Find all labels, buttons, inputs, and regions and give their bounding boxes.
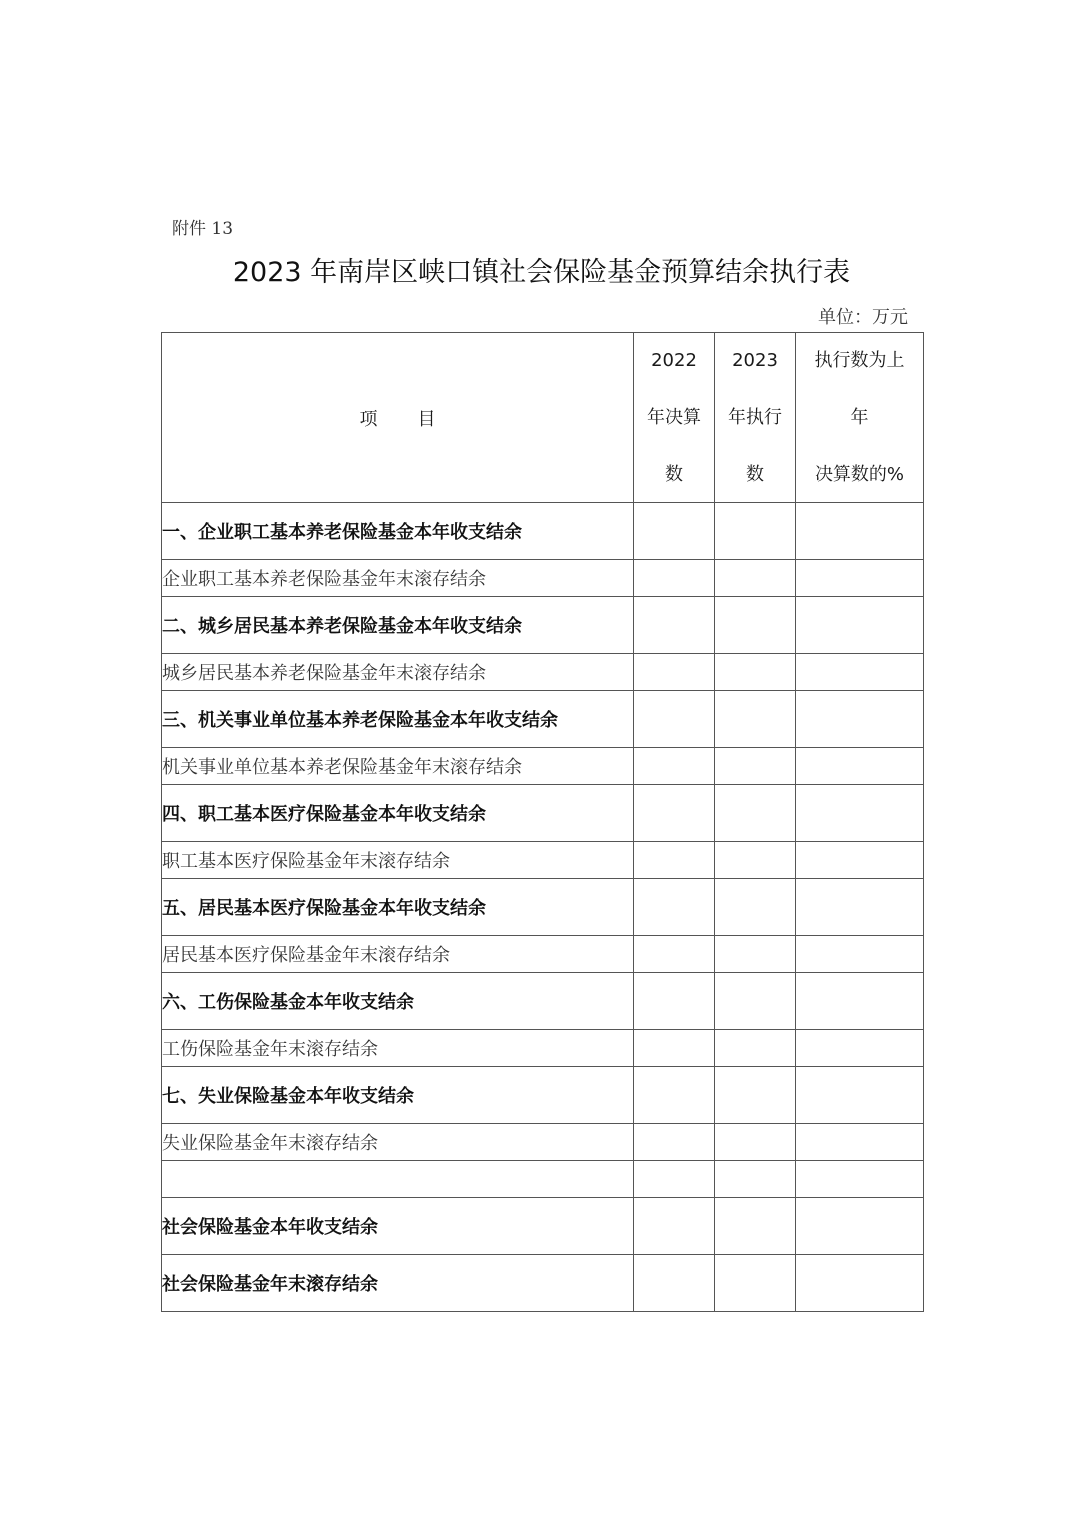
unit-label: 单位：万元 [818,307,908,328]
cell-2022-final [634,1198,715,1255]
row-label: 二、城乡居民基本养老保险基金本年收支结余 [162,597,634,654]
cell-2023-exec [715,1161,796,1198]
cell-exec-pct [796,1255,924,1312]
header-2022-line3: 数 [665,464,683,485]
row-label: 社会保险基金本年收支结余 [162,1198,634,1255]
row-label: 六、工伤保险基金本年收支结余 [162,973,634,1030]
table-row [162,1198,924,1255]
header-pct-line2: 年 [850,407,869,428]
cell-exec-pct [796,1124,924,1161]
table-row [162,1255,924,1312]
cell-exec-pct [796,560,924,597]
header-2022-final [634,333,715,503]
row-label: 四、职工基本医疗保险基金本年收支结余 [162,785,634,842]
cell-2023-exec [715,1067,796,1124]
header-pct-line1: 执行数为上 [814,350,905,371]
cell-exec-pct [796,748,924,785]
row-label: 机关事业单位基本养老保险基金年末滚存结余 [162,748,634,785]
cell-2023-exec [715,1124,796,1161]
cell-2022-final [634,748,715,785]
cell-2022-final [634,785,715,842]
header-pct-line3: 决算数的% [814,464,905,485]
cell-2023-exec [715,879,796,936]
row-label: 社会保险基金年末滚存结余 [162,1255,634,1312]
cell-2023-exec [715,748,796,785]
cell-exec-pct [796,597,924,654]
header-item [162,333,634,503]
cell-exec-pct [796,691,924,748]
cell-2023-exec [715,842,796,879]
table-row [162,973,924,1030]
header-item-part1: 项 [359,408,378,430]
cell-2023-exec [715,560,796,597]
table-row [162,879,924,936]
cell-2023-exec [715,654,796,691]
cell-exec-pct [796,1067,924,1124]
cell-exec-pct [796,842,924,879]
table-row [162,785,924,842]
row-label: 一、企业职工基本养老保险基金本年收支结余 [162,503,634,560]
table-row [162,1161,924,1198]
table-header-row [162,333,924,503]
cell-2022-final [634,503,715,560]
cell-2022-final [634,691,715,748]
cell-2022-final [634,973,715,1030]
cell-exec-pct [796,654,924,691]
table-row [162,1124,924,1161]
row-label: 城乡居民基本养老保险基金年末滚存结余 [162,654,634,691]
cell-2023-exec [715,1030,796,1067]
table-body [162,503,924,1312]
cell-2023-exec [715,597,796,654]
cell-exec-pct [796,879,924,936]
cell-2023-exec [715,691,796,748]
table-row [162,597,924,654]
row-label: 五、居民基本医疗保险基金本年收支结余 [162,879,634,936]
cell-exec-pct [796,973,924,1030]
cell-2022-final [634,842,715,879]
cell-2022-final [634,654,715,691]
row-label: 七、失业保险基金本年收支结余 [162,1067,634,1124]
header-2023-line1: 2023 [732,350,778,371]
table-row [162,654,924,691]
header-2023-line2: 年执行 [728,407,782,428]
cell-2023-exec [715,936,796,973]
cell-2023-exec [715,785,796,842]
table-row [162,1030,924,1067]
cell-2022-final [634,597,715,654]
header-exec-pct [796,333,924,503]
cell-2023-exec [715,503,796,560]
cell-2023-exec [715,1198,796,1255]
table-row [162,691,924,748]
cell-2022-final [634,560,715,597]
table-row [162,842,924,879]
table-row [162,560,924,597]
row-label: 工伤保险基金年末滚存结余 [162,1030,634,1067]
cell-2022-final [634,1067,715,1124]
row-label: 职工基本医疗保险基金年末滚存结余 [162,842,634,879]
cell-exec-pct [796,936,924,973]
cell-exec-pct [796,1030,924,1067]
cell-2022-final [634,1161,715,1198]
cell-2022-final [634,1255,715,1312]
cell-2022-final [634,936,715,973]
table-row [162,503,924,560]
table-row [162,936,924,973]
cell-2023-exec [715,973,796,1030]
table-row [162,1067,924,1124]
row-label [162,1161,634,1198]
page-title: 2023 年南岸区峡口镇社会保险基金预算结余执行表 [232,257,851,288]
header-2022-line2: 年决算 [647,407,701,428]
row-label: 企业职工基本养老保险基金年末滚存结余 [162,560,634,597]
header-2023-exec [715,333,796,503]
header-2023-line3: 数 [746,464,764,485]
cell-2022-final [634,1030,715,1067]
row-label: 失业保险基金年末滚存结余 [162,1124,634,1161]
cell-2022-final [634,1124,715,1161]
header-item-part2: 目 [417,408,436,430]
row-label: 三、机关事业单位基本养老保险基金本年收支结余 [162,691,634,748]
cell-exec-pct [796,1198,924,1255]
budget-balance-table [161,332,924,1312]
attachment-label: 附件 13 [172,219,234,239]
cell-exec-pct [796,503,924,560]
cell-exec-pct [796,785,924,842]
table-row [162,748,924,785]
row-label: 居民基本医疗保险基金年末滚存结余 [162,936,634,973]
header-2022-line1: 2022 [651,350,697,371]
cell-2022-final [634,879,715,936]
cell-exec-pct [796,1161,924,1198]
cell-2023-exec [715,1255,796,1312]
